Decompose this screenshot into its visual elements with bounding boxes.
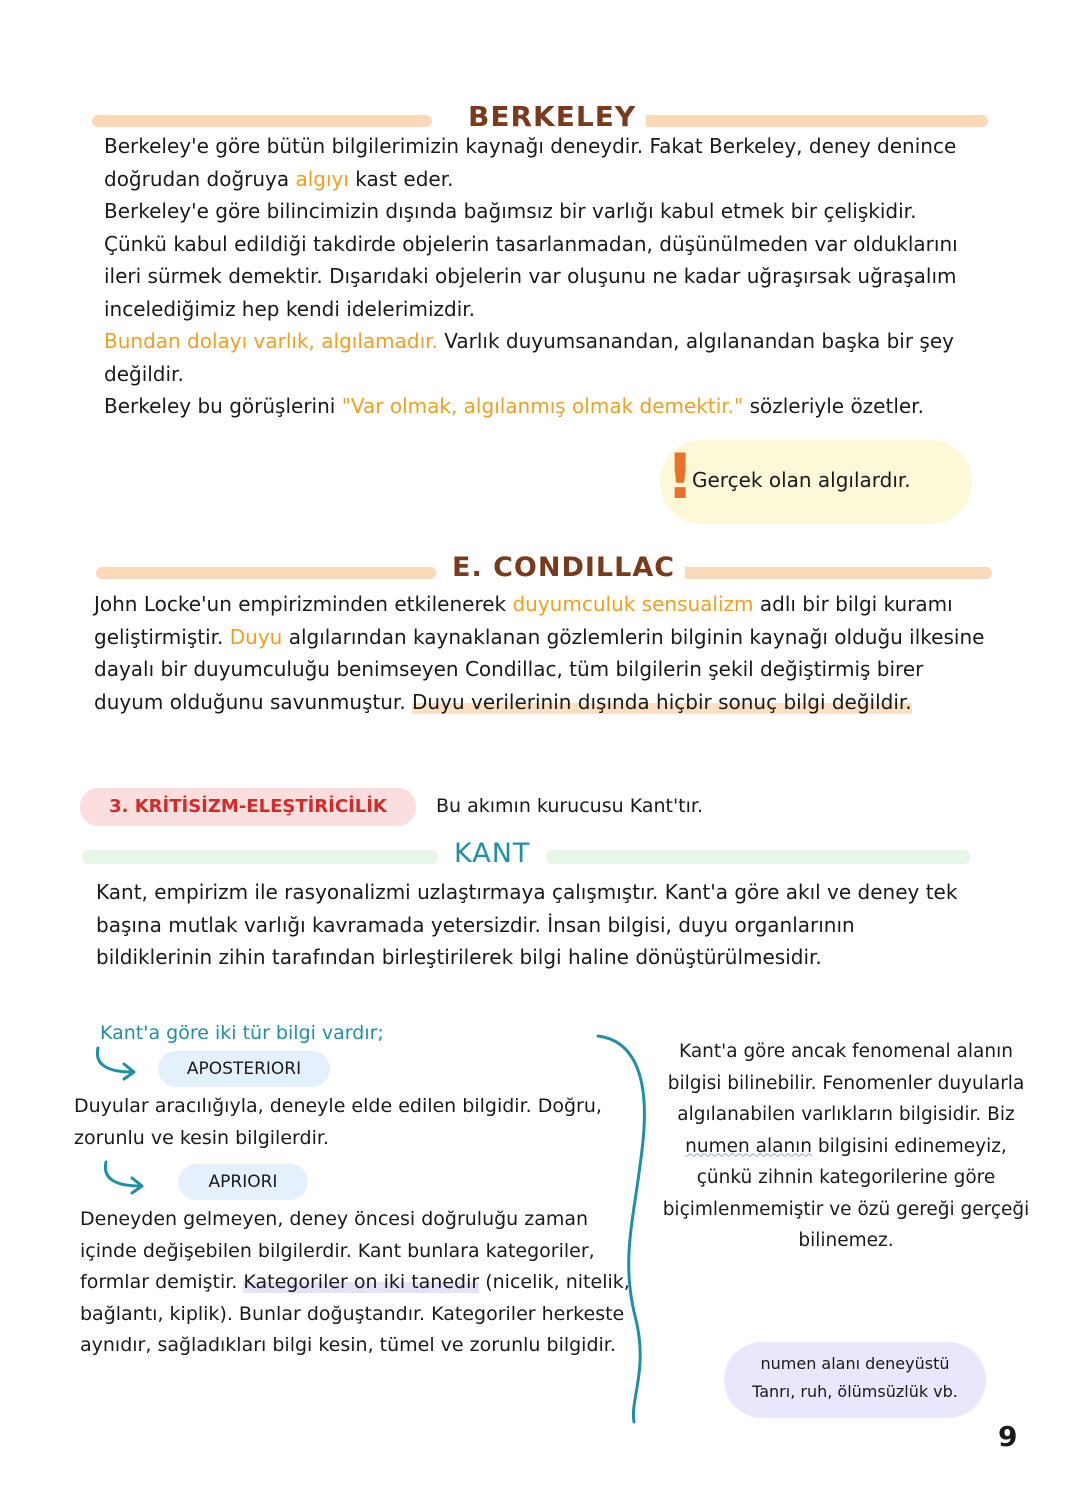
berkeley-p1 — [104, 130, 984, 195]
aposteriori-pill: APOSTERIORI — [158, 1051, 330, 1087]
highlight-varlik: Bundan dolayı varlık, algılamadır. — [104, 329, 438, 353]
two-types-heading: Kant'a göre iki tür bilgi vardır; — [100, 1022, 384, 1044]
highlight-quote: "Var olmak, algılanmış olmak demektir." — [341, 394, 744, 418]
text-span: Berkeley bu görüşlerini — [104, 394, 342, 418]
berkeley-p3 — [104, 325, 984, 390]
text-span: Varlık duyumsanandan, algılanandan başka bir şey değildir. — [104, 329, 954, 386]
right-column-text — [662, 1036, 1030, 1257]
apriori-pill: APRIORI — [178, 1164, 308, 1200]
text-span: sözleriyle özetler. — [743, 394, 924, 418]
title-bar-left — [92, 115, 432, 127]
numen-line-1: numen alanı deneyüstü — [760, 1354, 950, 1373]
wavy-divider — [590, 1030, 670, 1430]
title-bar-right — [636, 115, 988, 127]
berkeley-p2: Berkeley'e göre bilincimizin dışında bağımsız bir varlığı kabul etmek bir çelişkidir. Çünkü kabul edildiği takdirde objelerin tasarlanmadan, düşünülmeden var olduklarını ileri sürmek demektir. Dışarıdaki objelerin var oluşunu ne kadar uğraşırsak uğraşalım incelediğimiz hep kendi idelerimizdir. — [104, 199, 958, 321]
highlight-kategoriler: Kategoriler on iki tanedir — [243, 1271, 480, 1293]
title-bar-left — [96, 567, 436, 579]
text-span: Deneyden gelmeyen, deney öncesi doğruluğu zaman içinde değişebilen bilgilerdir. Kant bunlara kategoriler, formlar demiştir. — [80, 1208, 595, 1293]
arrow-icon — [90, 1044, 150, 1084]
apriori-desc — [80, 1204, 636, 1362]
condillac-p1 — [94, 588, 994, 718]
note-text: Gerçek olan algılardır. — [692, 468, 911, 492]
condillac-text — [94, 588, 994, 718]
aposteriori-desc: Duyular aracılığıyla, deneyle elde edilen bilgidir. Doğru, zorunlu ve kesin bilgilerdir. — [74, 1095, 602, 1149]
kritisizm-founder: Bu akımın kurucusu Kant'tır. — [436, 795, 704, 817]
title-bar-left — [82, 850, 438, 864]
kritisizm-badge: 3. KRİTİSİZM-ELEŞTİRİCİLİK — [80, 788, 416, 826]
berkeley-title: BERKELEY — [458, 100, 646, 133]
text-span: (nicelik, nitelik, bağlantı, kiplik). Bunlar doğuştandır. Kategoriler herkeste aynıdır, sağladıkları bilgi kesin, tümel ve zorunlu bilgidir. — [80, 1271, 630, 1356]
highlight-duyumculuk: duyumculuk sensualizm — [512, 592, 754, 616]
arrow-icon — [98, 1158, 158, 1198]
title-bar-right — [546, 850, 970, 864]
highlight-algiyi: algıyı — [295, 166, 349, 191]
highlight-duyu: Duyu — [229, 624, 283, 649]
text-span: kast eder. — [348, 166, 454, 191]
kant-title: KANT — [444, 838, 540, 869]
text-span: algılarından kaynaklanan gözlemlerin bilginin kaynağı olduğu ilkesine dayalı bir duyumculuğu benimseyen Condillac, tüm bilgilerin şekil değiştirmiş birer duyum olduğunu savunmuştur. — [94, 624, 985, 714]
highlight-duyu-verileri: Duyu verilerinin dışında hiçbir sonuç bilgi değildir. — [412, 689, 912, 714]
berkeley-p4 — [104, 390, 984, 423]
kant-intro: Kant, empirizm ile rasyonalizmi uzlaştırmaya çalışmıştır. Kant'a göre akıl ve deney tek başına mutlak varlığı kavramada yetersizdir. İnsan bilgisi, duyu organlarının bildiklerinin zihin tarafından birleştirilerek bilgi haline dönüştürülmesidir. — [96, 880, 958, 969]
exclamation-icon: ! — [666, 440, 695, 513]
title-bar-right — [638, 567, 992, 579]
text-span: John Locke'un empirizminden etkilenerek — [94, 592, 513, 616]
berkeley-text — [104, 130, 984, 423]
text-span: Berkeley'e göre bütün bilgilerimizin kaynağı deneydir. Fakat Berkeley, deney denince doğrudan doğruya — [104, 134, 957, 191]
page-number: 9 — [998, 1420, 1018, 1453]
condillac-title: E. CONDILLAC — [442, 552, 685, 583]
text-span: bilgisini edinemeyiz, çünkü zihnin kategorilerine göre biçimlenmemiştir ve özü gereği gerçeği bilinemez. — [662, 1135, 1030, 1251]
numen-line-2: Tanrı, ruh, ölümsüzlük vb. — [752, 1382, 958, 1401]
highlight-numen: numen alanın — [685, 1135, 813, 1157]
text-span: adlı bir bilgi kuramı geliştirmiştir. — [94, 592, 953, 649]
numen-note — [724, 1350, 986, 1406]
text-span: Kant'a göre ancak fenomenal alanın bilgisi bilinebilir. Fenomenler duyularla algılanabilen varlıkların bilgisidir. Biz — [667, 1041, 1025, 1125]
